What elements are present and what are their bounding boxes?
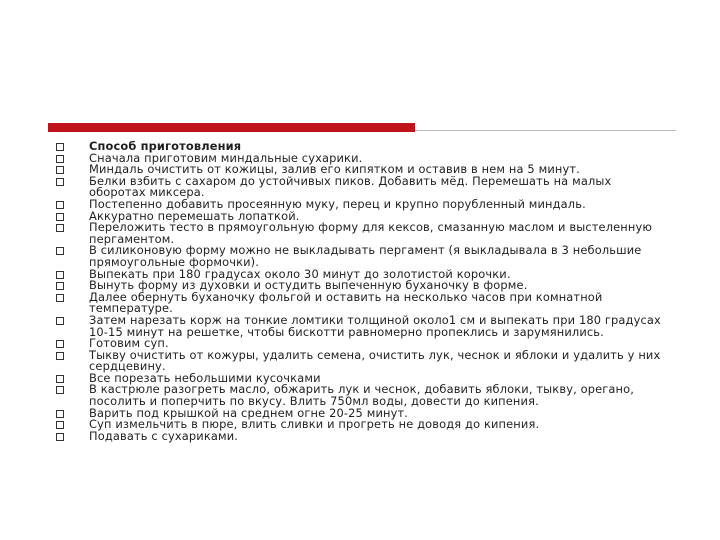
list-item-line: Белки взбить с сахаром до устойчивых пиков. Добавить мёд. Перемешать на малых [89, 173, 612, 188]
hollow-square-bullet-icon [56, 352, 64, 360]
hollow-square-bullet-icon [56, 317, 64, 325]
recipe-steps-list [56, 141, 676, 442]
list-item-line: пергаментом. [89, 231, 175, 246]
hollow-square-bullet-icon [56, 201, 64, 209]
hollow-square-bullet-icon [56, 178, 64, 186]
list-item-line: Все порезать небольшими кусочками [89, 370, 321, 385]
list-item-line: Готовим суп. [89, 336, 169, 351]
hollow-square-bullet-icon [56, 166, 64, 174]
list-item-line: Выпекать при 180 градусах около 30 минут до золотистой корочки. [89, 266, 511, 281]
list-item-line: сердцевину. [89, 359, 166, 374]
list-item-line: прямоугольные формочки). [89, 254, 260, 269]
title-rule [48, 123, 676, 132]
list-item [56, 245, 676, 268]
hollow-square-bullet-icon [56, 410, 64, 418]
hollow-square-bullet-icon [56, 294, 64, 302]
list-item-line: Постепенно добавить просеянную муку, перец и крупно порубленный миндаль. [89, 196, 586, 211]
list-item-line: Переложить тесто в прямоугольную форму для кексов, смазанную маслом и выстеленную [89, 220, 653, 235]
list-item-text [89, 347, 676, 374]
list-item-line: Затем нарезать корж на тонкие ломтики толщиной около1 см и выпекать при 180 градусах [89, 312, 661, 327]
list-item-text [89, 173, 676, 200]
list-item-line: Варить под крышкой на среднем огне 20-25 минут. [89, 405, 409, 420]
hollow-square-bullet-icon [56, 433, 64, 441]
list-item-text [89, 312, 676, 339]
list-item [56, 289, 676, 316]
hollow-square-bullet-icon [56, 213, 64, 221]
list-item-text [89, 222, 676, 245]
list-item [56, 312, 676, 339]
list-item-line: Вынуть форму из духовки и остудить выпеченную буханочку в форме. [89, 278, 528, 293]
list-item [56, 384, 676, 407]
hollow-square-bullet-icon [56, 224, 64, 232]
list-item [56, 347, 676, 374]
list-item-text [89, 245, 676, 268]
hollow-square-bullet-icon [56, 143, 64, 151]
list-item-line: Тыкву очистить от кожуры, удалить семена, очистить лук, чеснок и яблоки и удалить у них [89, 347, 661, 362]
hollow-square-bullet-icon [56, 247, 64, 255]
list-item-text [89, 384, 676, 407]
list-item-text [89, 428, 676, 443]
list-item-line: В силиконовую форму можно не выкладывать пергамент (я выкладывала в 3 небольшие [89, 243, 642, 258]
list-item-line: температуре. [89, 301, 173, 316]
list-item-line: посолить и поперчить по вкусу. Влить 750мл воды, довести до кипения. [89, 394, 539, 409]
accent-bar [48, 123, 415, 132]
list-item-line: Сначала приготовим миндальные сухарики. [89, 150, 363, 165]
hollow-square-bullet-icon [56, 282, 64, 290]
hollow-square-bullet-icon [56, 340, 64, 348]
hollow-square-bullet-icon [56, 375, 64, 383]
hollow-square-bullet-icon [56, 386, 64, 394]
list-item-line: оборотах миксера. [89, 185, 205, 200]
hollow-square-bullet-icon [56, 271, 64, 279]
list-item [56, 222, 676, 245]
list-item-line: Миндаль очистить от кожицы, залив его кипятком и оставив в нем на 5 минут. [89, 162, 580, 177]
hollow-square-bullet-icon [56, 421, 64, 429]
list-item-text [89, 289, 676, 316]
list-item-line: 10-15 минут на решетке, чтобы бискотти равномерно пропеклись и зарумянились. [89, 324, 604, 339]
list-item-line: Подавать с сухариками. [89, 428, 239, 443]
list-item-line: Далее обернуть буханочку фольгой и оставить на несколько часов при комнатной [89, 289, 603, 304]
list-item-line: Аккуратно перемешать лопаткой. [89, 208, 300, 223]
list-item-line: Суп измельчить в пюре, влить сливки и прогреть не доводя до кипения. [89, 417, 540, 432]
list-item [56, 173, 676, 200]
list-item [56, 428, 676, 443]
list-item-line: В кастрюле разогреть масло, обжарить лук и чеснок, добавить яблоки, тыкву, орегано, [89, 382, 635, 397]
divider-line [415, 130, 676, 131]
hollow-square-bullet-icon [56, 155, 64, 163]
list-item-line: Способ приготовления [89, 139, 242, 153]
